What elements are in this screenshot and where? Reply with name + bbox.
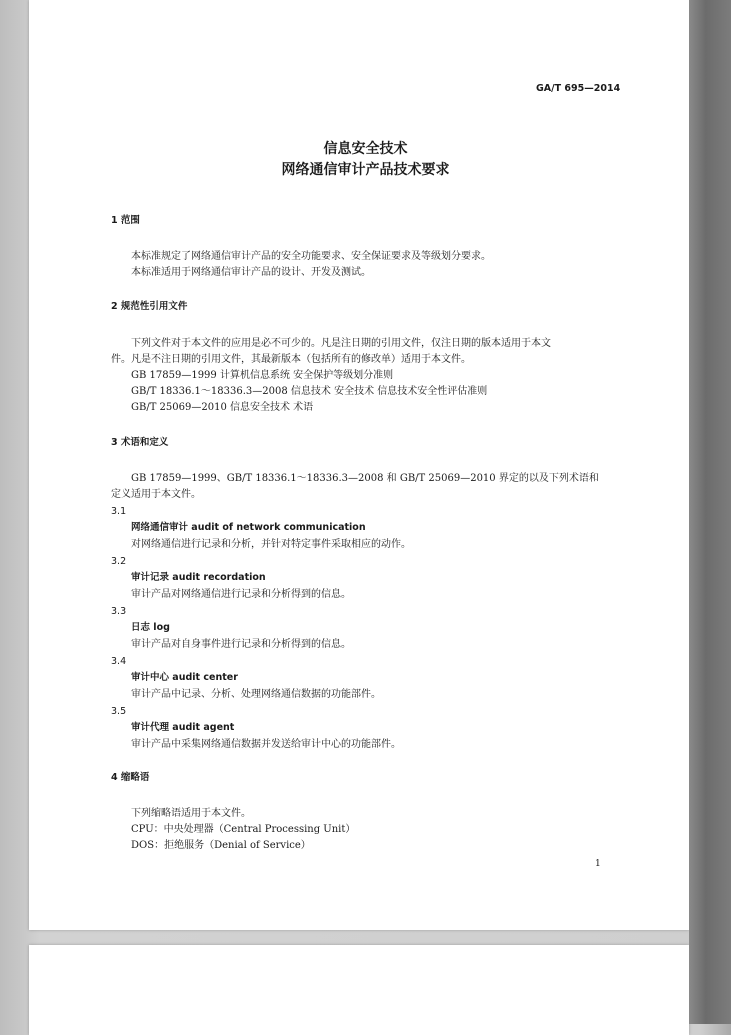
term-heading: 网络通信审计 audit of network communication bbox=[131, 522, 366, 533]
document-title-line2: 网络通信审计产品技术要求 bbox=[281, 162, 450, 178]
term-definition: 审计产品对自身事件进行记录和分析得到的信息。 bbox=[131, 639, 351, 650]
term-heading: 日志 log bbox=[131, 622, 170, 633]
abbreviation-item: CPU：中央处理器（Central Processing Unit） bbox=[131, 824, 356, 835]
reference-item: GB/T 18336.1～18336.3—2008 信息技术 安全技术 信息技术安全性评估准则 bbox=[131, 386, 488, 397]
section-4-heading: 4 缩略语 bbox=[111, 772, 150, 783]
term-number: 3.2 bbox=[111, 556, 127, 567]
section-1-heading: 1 范围 bbox=[111, 215, 140, 226]
section-3-heading: 3 术语和定义 bbox=[111, 437, 169, 448]
term-definition: 审计产品中采集网络通信数据并发送给审计中心的功能部件。 bbox=[131, 739, 401, 750]
term-number: 3.1 bbox=[111, 506, 127, 517]
term-definition: 对网络通信进行记录和分析，并针对特定事件采取相应的动作。 bbox=[131, 539, 411, 550]
page-number: 1 bbox=[595, 859, 601, 869]
term-heading: 审计中心 audit center bbox=[131, 672, 238, 683]
section-1-paragraph: 本标准规定了网络通信审计产品的安全功能要求、安全保证要求及等级划分要求。 bbox=[131, 251, 491, 262]
standard-number: GA/T 695—2014 bbox=[536, 83, 621, 94]
term-number: 3.5 bbox=[111, 706, 127, 717]
term-heading: 审计记录 audit recordation bbox=[131, 572, 266, 583]
section-2-paragraph: 下列文件对于本文件的应用是必不可少的。凡是注日期的引用文件，仅注日期的版本适用于本文 bbox=[131, 338, 551, 349]
term-number: 3.4 bbox=[111, 656, 127, 667]
term-definition: 审计产品中记录、分析、处理网络通信数据的功能部件。 bbox=[131, 689, 381, 700]
document-title-line1: 信息安全技术 bbox=[323, 141, 408, 157]
term-heading: 审计代理 audit agent bbox=[131, 722, 235, 733]
section-2-heading: 2 规范性引用文件 bbox=[111, 301, 188, 312]
section-1-paragraph: 本标准适用于网络通信审计产品的设计、开发及测试。 bbox=[131, 267, 371, 278]
term-definition: 审计产品对网络通信进行记录和分析得到的信息。 bbox=[131, 589, 351, 600]
reference-item: GB/T 25069—2010 信息安全技术 术语 bbox=[131, 402, 314, 413]
next-page bbox=[29, 945, 689, 1035]
section-3-intro: 定义适用于本文件。 bbox=[111, 489, 201, 500]
section-3-intro: GB 17859—1999、GB/T 18336.1～18336.3—2008 和 GB/T 25069—2010 界定的以及下列术语和 bbox=[131, 473, 599, 484]
abbreviation-item: DOS：拒绝服务（Denial of Service） bbox=[131, 840, 311, 851]
section-2-paragraph: 件。凡是不注日期的引用文件，其最新版本（包括所有的修改单）适用于本文件。 bbox=[111, 354, 471, 365]
reference-item: GB 17859—1999 计算机信息系统 安全保护等级划分准则 bbox=[131, 370, 394, 381]
term-number: 3.3 bbox=[111, 606, 127, 617]
section-4-paragraph: 下列缩略语适用于本文件。 bbox=[131, 808, 251, 819]
